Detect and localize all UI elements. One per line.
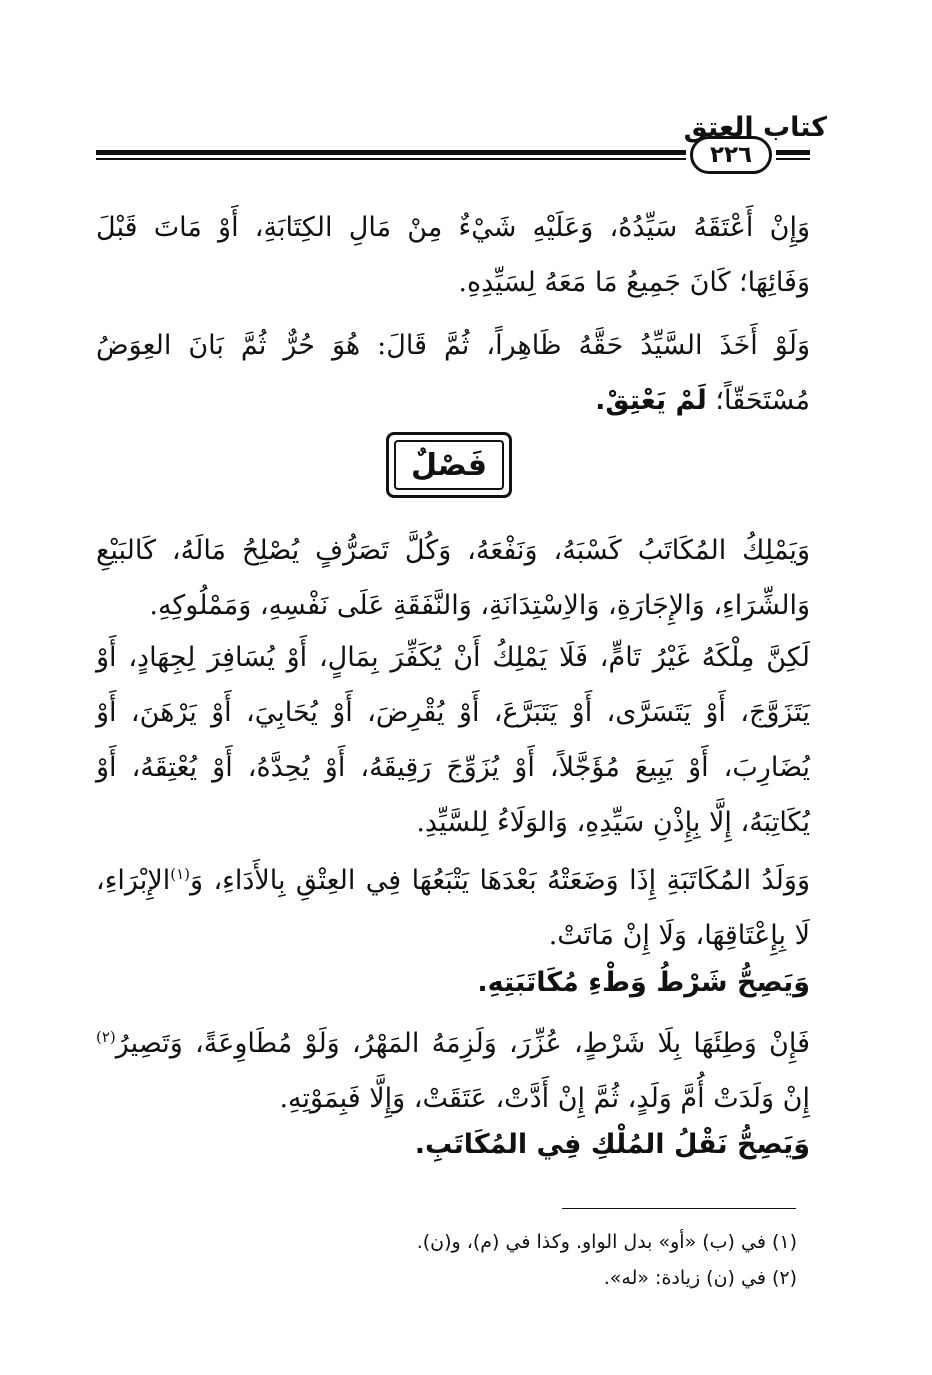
paragraph-7: [96, 1010, 810, 1126]
paragraph-2-ruling: لَمْ يَعْتِقْ.: [595, 385, 707, 416]
footnote-ref-1: (١): [170, 865, 191, 883]
paragraph-1: وَإِنْ أَعْتَقَهُ سَيِّدُهُ، وَعَلَيْهِ شَيْءٌ مِنْ مَالِ الكِتَابَةِ، أَوْ مَاتَ قَبْلَ وَفَائِهَا؛ كَانَ جَمِيعُ مَا مَعَهُ لِسَيِّدِهِ.: [96, 212, 810, 298]
paragraph-3: وَيَمْلِكُ المُكَاتَبُ كَسْبَهُ، وَنَفْعَهُ، وَكُلَّ تَصَرُّفٍ يُصْلِحُ مَالَهُ، كَالبَيْعِ وَالشِّرَاءِ، وَالإِجَارَةِ، وَالاِسْتِدَانَةِ، وَالنَّفَقَةِ عَلَى نَفْسِهِ، وَمَمْلُوكِهِ.: [96, 535, 810, 621]
footnote-separator: [562, 1208, 796, 1209]
paragraph-2-text: وَلَوْ أَخَذَ السَّيِّدُ حَقَّهُ ظَاهِراً، ثُمَّ قَالَ: هُوَ حُرٌّ ثُمَّ بَانَ العِوَضُ مُسْتَحَقّاً؛: [96, 330, 810, 416]
paragraph-2: [96, 318, 810, 428]
header-rule: [96, 150, 686, 161]
section-heading: فَصْلٌ: [394, 440, 504, 490]
header-rule-thin: [96, 158, 686, 160]
paragraph-5-text-a: وَوَلَدُ المُكَاتَبَةِ إِذَا وَضَعَتْهُ بَعْدَهَا يَتْبَعُهَا فِي العِتْقِ بِالأَدَاءِ، وَ: [190, 865, 810, 896]
paragraph-8: وَيَصِحُّ نَقْلُ المُلْكِ فِي المُكَاتَبِ.: [414, 1129, 810, 1160]
footnote-2: (٢) في (ن) زيادة: «له».: [603, 1267, 797, 1289]
header-rule-thick: [96, 150, 686, 155]
paragraph-6: وَيَصِحُّ شَرْطُ وَطْءِ مُكَاتَبَتِهِ.: [477, 967, 810, 998]
page-number: ٢٢٦: [690, 136, 772, 174]
footnote-ref-2: (٢): [96, 1028, 116, 1046]
footnote-1: (١) في (ب) «أو» بدل الواو. وكذا في (م)، و(ن).: [416, 1231, 797, 1253]
book-title: كتاب العتق: [683, 112, 827, 143]
header-rule-stub: [776, 158, 810, 160]
paragraph-4: لَكِنَّ مِلْكَهُ غَيْرُ تَامٍّ، فَلَا يَمْلِكُ أَنْ يُكَفِّرَ بِمَالٍ، أَوْ يُسَافِرَ لِجِهَادٍ، أَوْ يَتَزَوَّجَ، أَوْ يَتَسَرَّى، أَوْ يَتَبَرَّعَ، أَوْ يُقْرِضَ، أَوْ يُحَابِيَ، أَوْ يَرْهَنَ، أَوْ يُضَارِبَ، أَوْ يَبِيعَ مُؤَجَّلاً، أَوْ يُزَوِّجَ رَقِيقَهُ، أَوْ يُحِدَّهُ، أَوْ يُعْتِقَهُ، أَوْ يُكَاتِبَهُ، إِلَّا بِإِذْنِ سَيِّدِهِ، وَالوَلَاءُ لِلسَّيِّدِ.: [96, 642, 810, 838]
paragraph-5: [96, 847, 810, 963]
paragraph-7-text-b: إِنْ وَلَدَتْ أُمَّ وَلَدٍ، ثُمَّ إِنْ أَدَّتْ، عَتَقَتْ، وَإِلَّا فَبِمَوْتِهِ.: [279, 1083, 810, 1114]
header-rule-stub: [776, 150, 810, 155]
paragraph-7-text-a: فَإِنْ وَطِئَهَا بِلَا شَرْطٍ، عُزِّرَ، وَلَزِمَهُ المَهْرُ، وَلَوْ مُطَاوِعَةً، وَتَصِيرُ: [115, 1028, 810, 1059]
section-heading-box: [386, 432, 512, 498]
paragraph-5-text-b: الإِبْرَاءِ، لَا بِإِعْتَاقِهَا، وَلَا إِنْ مَاتَتْ.: [96, 865, 810, 951]
